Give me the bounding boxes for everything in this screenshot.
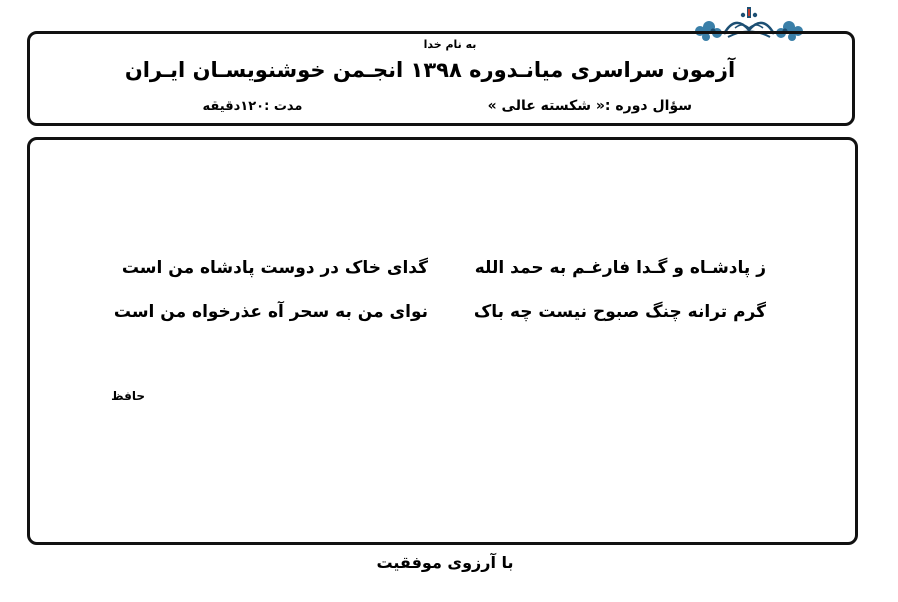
question-topic: سؤال دوره :« شکسته عالی »: [487, 98, 692, 114]
verse-1-left-hemistich: گدای خاک در دوست پادشاه من است: [121, 258, 428, 278]
exam-content-box: [27, 137, 858, 545]
verse-2-right-hemistich: گرم ترانه چنگ صبوح نیست چه باک: [473, 302, 766, 322]
verse-1-right-hemistich: ز پادشـاه و گـدا فارغـم به حمد الله: [474, 258, 766, 278]
poet-name: حافظ: [111, 389, 145, 403]
basmala-text: به نام خدا: [423, 38, 477, 51]
good-luck-message: با آرزوی موفقیت: [376, 553, 514, 572]
exam-title: آزمون سراسری میانـدوره ۱۳۹۸ انجـمن خوشنویسـان ایـران: [124, 58, 736, 82]
verse-2-left-hemistich: نوای من به سحر آه عذرخواه من است: [113, 302, 428, 322]
exam-duration: مدت :۱۲۰دقیقه: [202, 99, 303, 114]
